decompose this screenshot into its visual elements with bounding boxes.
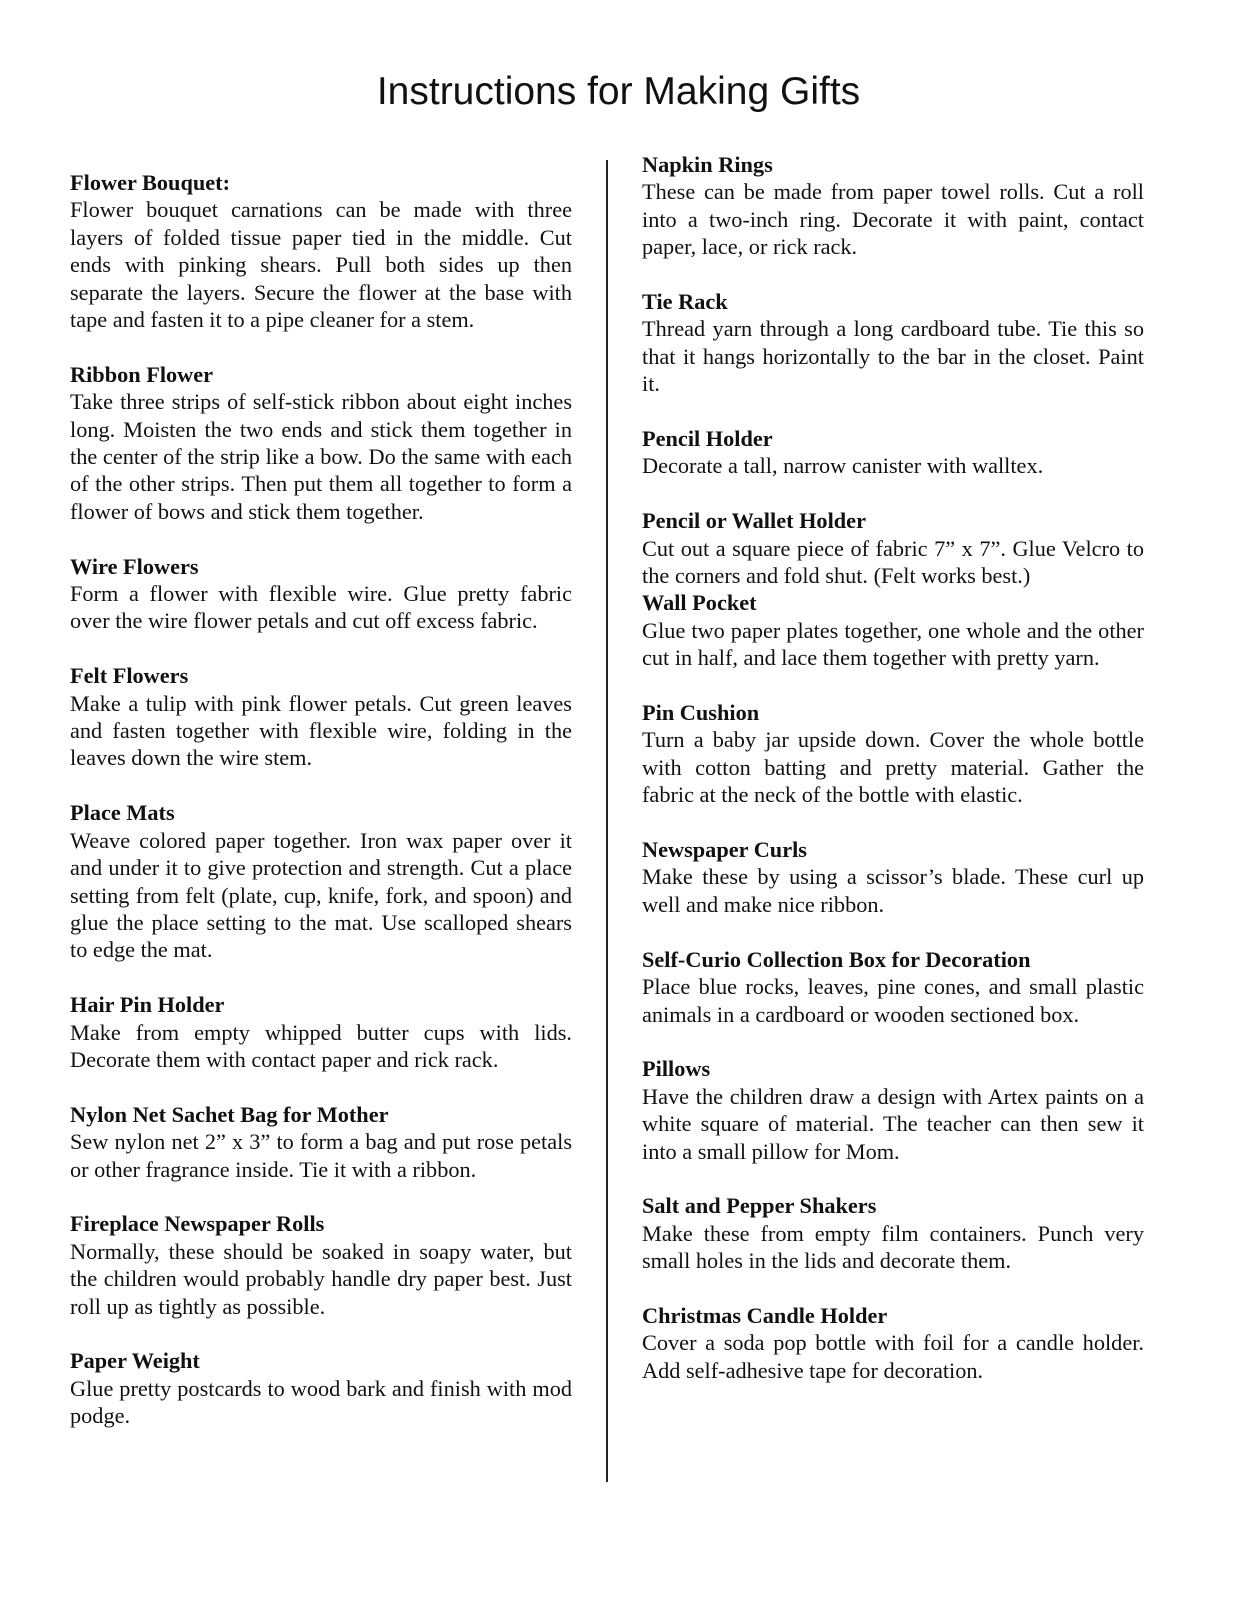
section-text: Glue two paper plates together, one whole and the other cut in half, and lace them together with pretty yarn. bbox=[642, 617, 1144, 671]
instruction-section bbox=[70, 1347, 572, 1429]
section-text: Place blue rocks, leaves, pine cones, and small plastic animals in a cardboard or wooden sectioned box. bbox=[642, 974, 1144, 1027]
instruction-section bbox=[642, 1192, 1144, 1274]
instruction-section bbox=[642, 507, 1144, 589]
instruction-section bbox=[642, 288, 1144, 398]
section-heading: Napkin Rings bbox=[642, 152, 773, 177]
section-text: These can be made from paper towel rolls. Cut a roll into a two-inch ring. Decorate it with paint, contact paper, lace, or rick rack. bbox=[642, 179, 1144, 260]
section-text: Weave colored paper together. Iron wax paper over it and under it to give protection and strength. Cut a place setting from felt (plate, cup, knife, fork, and spoon) and glue the place setting to the mat. Use scalloped shears to edge the mat. bbox=[70, 827, 572, 963]
instruction-section bbox=[642, 1302, 1144, 1384]
section-text: Take three strips of self-stick ribbon about eight inches long. Moisten the two ends and stick them together in the center of the strip like a bow. Do the same with each of the other strips. Then put them all together to form a flower of bows and stick them together. bbox=[70, 389, 572, 524]
section-text: Make these from empty film containers. Punch very small holes in the lids and decorate them. bbox=[642, 1220, 1144, 1274]
section-text: Normally, these should be soaked in soapy water, but the children would probably handle dry paper best. Just roll up as tightly as possible. bbox=[70, 1238, 572, 1319]
instruction-section bbox=[642, 425, 1144, 480]
instruction-section bbox=[70, 169, 572, 333]
instruction-section bbox=[70, 799, 572, 963]
section-heading: Nylon Net Sachet Bag for Mother bbox=[70, 1101, 389, 1127]
instruction-section bbox=[642, 151, 1144, 261]
section-text: Cover a soda pop bottle with foil for a candle holder. Add self-adhesive tape for decoration. bbox=[642, 1330, 1144, 1383]
page-title: Instructions for Making Gifts bbox=[376, 70, 861, 113]
section-heading: Pencil or Wallet Holder bbox=[642, 508, 866, 534]
section-text: Make these by using a scissor’s blade. These curl up well and make nice ribbon. bbox=[642, 864, 1144, 917]
section-heading: Place Mats bbox=[70, 800, 175, 826]
section-heading: Salt and Pepper Shakers bbox=[642, 1193, 877, 1219]
section-text: Flower bouquet carnations can be made with three layers of folded tissue paper tied in the middle. Cut ends with pinking shears. Pull both sides up then separate the layers. Secure the flower at the base with tape and fasten it to a pipe cleaner for a stem. bbox=[70, 197, 572, 333]
section-heading: Wall Pocket bbox=[642, 590, 757, 616]
section-heading: Paper Weight bbox=[70, 1348, 200, 1374]
section-heading: Flower Bouquet: bbox=[70, 170, 230, 195]
section-heading: Pencil Holder bbox=[642, 426, 773, 452]
instruction-section bbox=[70, 1210, 572, 1320]
section-heading: Felt Flowers bbox=[70, 663, 189, 689]
instruction-section bbox=[70, 662, 572, 772]
section-text: Thread yarn through a long cardboard tube. Tie this so that it hangs horizontally to the bar in the closet. Paint it. bbox=[642, 316, 1144, 397]
section-heading: Christmas Candle Holder bbox=[642, 1302, 888, 1328]
right-column bbox=[642, 151, 1144, 1412]
section-heading: Self-Curio Collection Box for Decoration bbox=[642, 946, 1031, 972]
section-heading: Newspaper Curls bbox=[642, 837, 807, 863]
instruction-section bbox=[642, 946, 1144, 1028]
section-text: Make from empty whipped butter cups with lids. Decorate them with contact paper and rick rack. bbox=[70, 1019, 572, 1072]
left-column bbox=[70, 169, 572, 1457]
instruction-section bbox=[70, 1101, 572, 1183]
section-text: Decorate a tall, narrow canister with walltex. bbox=[642, 453, 1044, 479]
instruction-section bbox=[642, 1055, 1144, 1165]
column-divider bbox=[606, 160, 608, 1482]
section-heading: Hair Pin Holder bbox=[70, 992, 225, 1018]
instruction-section bbox=[642, 589, 1144, 671]
instruction-section bbox=[642, 699, 1144, 809]
section-text: Have the children draw a design with Artex paints on a white square of material. The teacher can then sew it into a small pillow for Mom. bbox=[642, 1083, 1144, 1164]
section-heading: Ribbon Flower bbox=[70, 361, 214, 387]
instruction-section bbox=[70, 553, 572, 635]
section-text: Sew nylon net 2” x 3” to form a bag and put rose petals or other fragrance inside. Tie it with a ribbon. bbox=[70, 1129, 572, 1182]
section-heading: Pin Cushion bbox=[642, 700, 760, 726]
instruction-section bbox=[70, 991, 572, 1073]
section-text: Turn a baby jar upside down. Cover the whole bottle with cotton batting and pretty material. Gather the fabric at the neck of the bottle with elastic. bbox=[642, 727, 1144, 808]
instruction-section bbox=[642, 836, 1144, 918]
section-text: Cut out a square piece of fabric 7” x 7”. Glue Velcro to the corners and fold shut. (Felt works best.) bbox=[642, 535, 1144, 589]
section-heading: Tie Rack bbox=[642, 289, 728, 315]
section-heading: Pillows bbox=[642, 1056, 711, 1082]
section-heading: Fireplace Newspaper Rolls bbox=[70, 1211, 325, 1237]
section-text: Form a flower with flexible wire. Glue pretty fabric over the wire flower petals and cut off excess fabric. bbox=[70, 581, 572, 634]
section-text: Glue pretty postcards to wood bark and finish with mod podge. bbox=[70, 1375, 572, 1429]
instruction-section bbox=[70, 361, 572, 525]
section-text: Make a tulip with pink flower petals. Cut green leaves and fasten together with flexible wire, folding in the leaves down the wire stem. bbox=[70, 690, 572, 771]
section-heading: Wire Flowers bbox=[70, 553, 199, 579]
